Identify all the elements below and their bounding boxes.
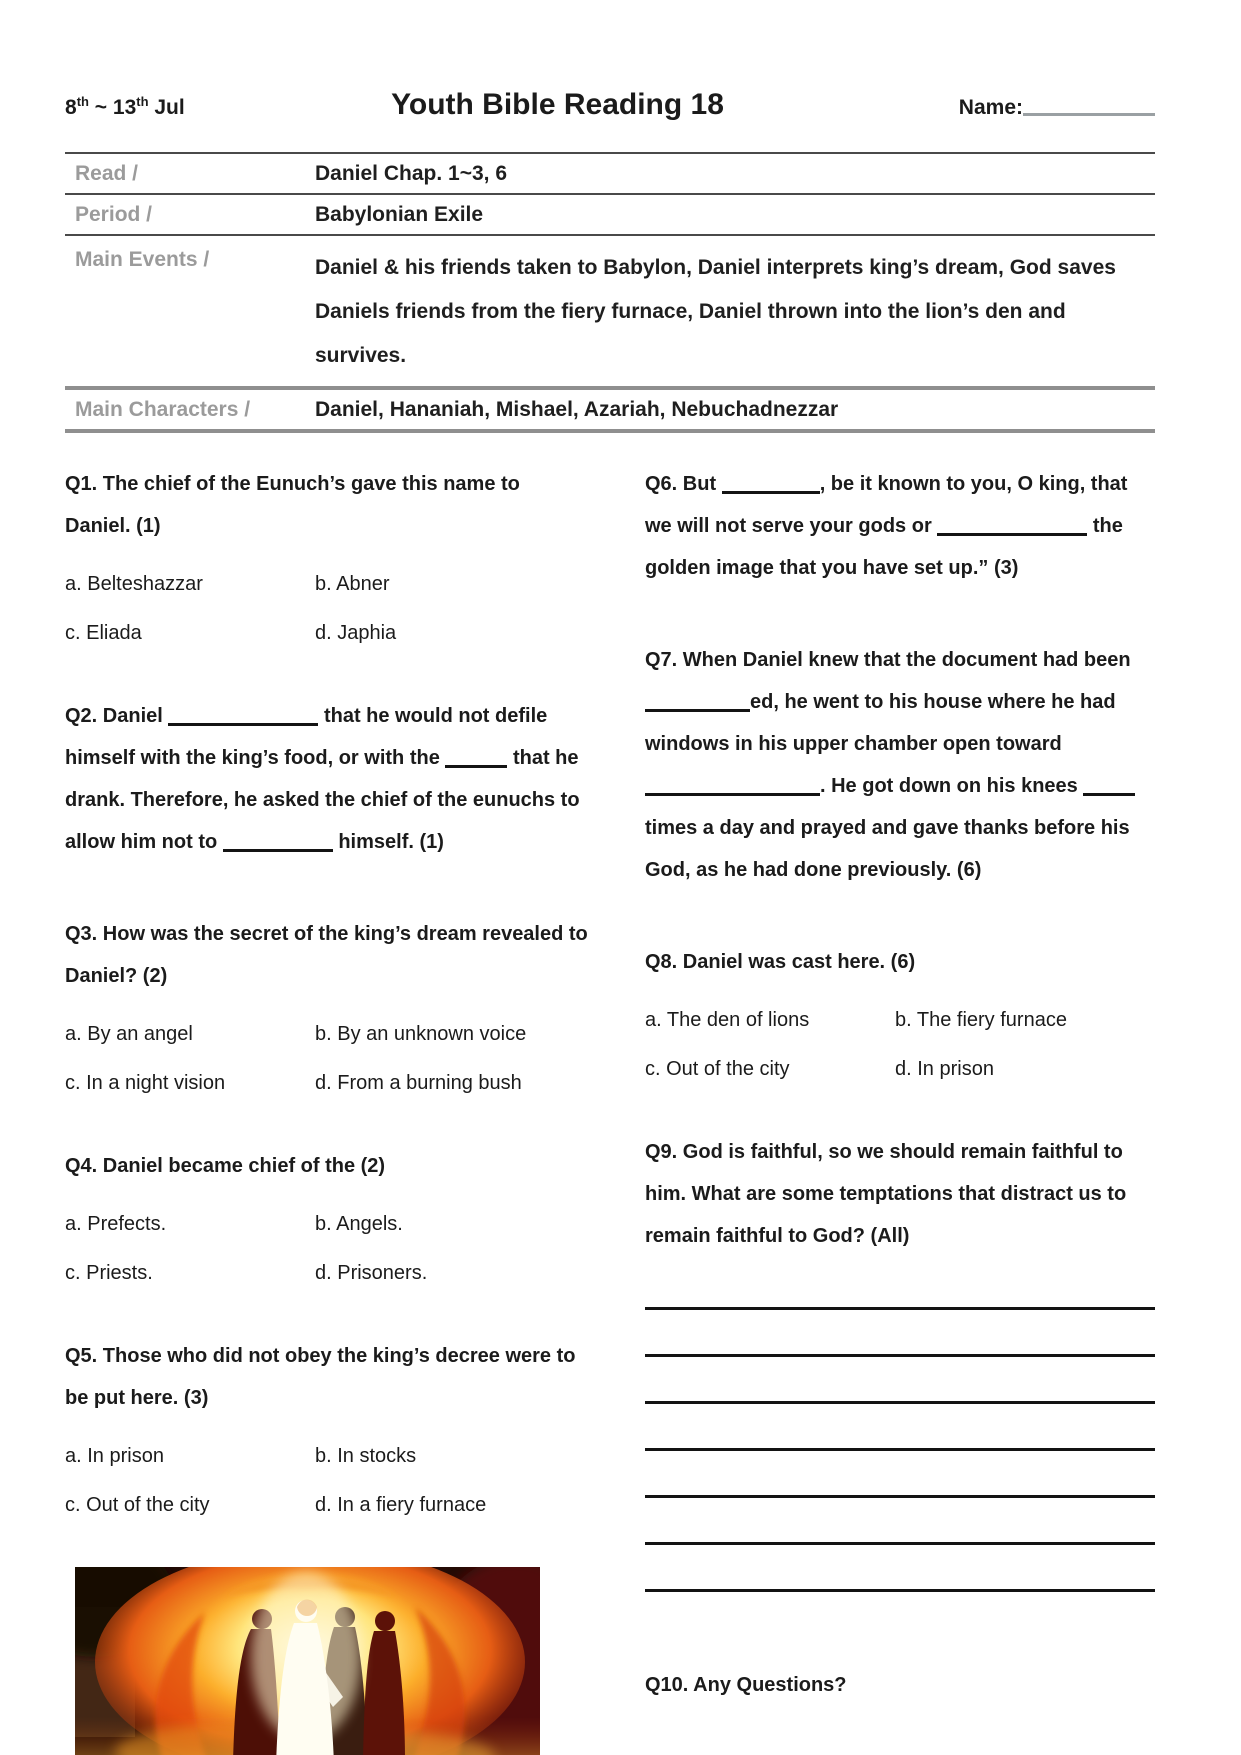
fill-in-blank	[168, 722, 318, 726]
name-field	[825, 96, 1155, 120]
question-1	[65, 463, 590, 645]
option-row	[65, 1212, 590, 1236]
question-7	[645, 639, 1155, 891]
page-title: Youth Bible Reading 18	[391, 88, 724, 121]
question-8	[645, 941, 1155, 1081]
info-value: Daniel & his friends taken to Babylon, Daniel interprets king’s dream, God saves Daniels friends from the fiery furnace, Daniel thrown into the lion’s den and survives.	[315, 256, 1116, 367]
option-b: b. The fiery furnace	[895, 1009, 1067, 1031]
question-text: Q8. Daniel was cast here. (6)	[645, 951, 916, 973]
option-b: b. Angels.	[315, 1213, 403, 1235]
header	[65, 88, 1155, 122]
option-c: c. Out of the city	[645, 1058, 790, 1080]
answer-line	[645, 1542, 1155, 1545]
option-row	[65, 1022, 590, 1046]
info-label: Period /	[75, 203, 153, 226]
fill-in-blank	[937, 532, 1087, 536]
question-9	[645, 1131, 1155, 1257]
info-value: Daniel, Hananiah, Mishael, Azariah, Nebuchadnezzar	[315, 398, 839, 421]
answer-line	[645, 1307, 1155, 1310]
question-text: Q10. Any Questions?	[645, 1674, 847, 1696]
info-row-read	[65, 154, 1155, 195]
question-text: Q7. When Daniel knew that the document had been ed, he went to his house where he had windows in his upper chamber open toward . He got down on his knees times a day and prayed and gave thanks before his God, as he had done previously. (6)	[645, 639, 1155, 891]
option-row	[645, 1008, 1155, 1032]
option-a: a. In prison	[65, 1445, 164, 1467]
fill-in-blank	[645, 708, 750, 712]
option-d: d. Japhia	[315, 622, 397, 644]
option-row	[65, 1071, 590, 1095]
right-column	[645, 463, 1155, 1755]
option-row	[645, 1057, 1155, 1081]
option-b: b. Abner	[315, 573, 390, 595]
fill-in-blank	[722, 490, 820, 494]
info-value: Daniel Chap. 1~3, 6	[315, 162, 507, 185]
answer-line	[645, 1495, 1155, 1498]
fill-in-blank	[445, 764, 507, 768]
option-b: b. In stocks	[315, 1445, 417, 1467]
option-row	[65, 1261, 590, 1285]
answer-lines	[645, 1307, 1155, 1592]
question-4	[65, 1145, 590, 1285]
question-text: Q1. The chief of the Eunuch’s gave this name to Daniel. (1)	[65, 473, 520, 537]
question-text: Q4. Daniel became chief of the (2)	[65, 1155, 386, 1177]
question-columns	[65, 463, 1155, 1755]
name-blank-line	[1023, 111, 1155, 116]
info-label: Read /	[75, 162, 139, 185]
answer-line	[645, 1354, 1155, 1357]
info-row-main-events	[65, 236, 1155, 390]
info-label: Main Events /	[75, 248, 210, 271]
option-b: b. By an unknown voice	[315, 1023, 527, 1045]
question-text: Q5. Those who did not obey the king’s decree were to be put here. (3)	[65, 1345, 576, 1409]
option-d: d. Prisoners.	[315, 1262, 428, 1284]
fiery-furnace-image	[75, 1567, 540, 1755]
option-d: d. In prison	[895, 1058, 994, 1080]
option-c: c. Eliada	[65, 622, 142, 644]
option-a: a. By an angel	[65, 1023, 193, 1045]
question-6	[645, 463, 1155, 589]
option-row	[65, 1444, 590, 1468]
info-value: Babylonian Exile	[315, 203, 484, 226]
option-a: a. Prefects.	[65, 1213, 167, 1235]
option-c: c. Out of the city	[65, 1494, 210, 1516]
question-2	[65, 695, 590, 863]
answer-line	[645, 1589, 1155, 1592]
option-a: a. Belteshazzar	[65, 573, 203, 595]
question-3	[65, 913, 590, 1095]
option-row	[65, 1493, 590, 1517]
question-text: Q3. How was the secret of the king’s dream revealed to Daniel? (2)	[65, 923, 588, 987]
question-5	[65, 1335, 590, 1517]
fill-in-blank	[1083, 792, 1135, 796]
option-d: d. In a fiery furnace	[315, 1494, 487, 1516]
question-text: Q6. But , be it known to you, O king, that we will not serve your gods or the golden image that you have set up.” (3)	[645, 473, 1128, 579]
option-c: c. Priests.	[65, 1262, 153, 1284]
fill-in-blank	[223, 848, 333, 852]
option-row	[65, 621, 590, 645]
option-d: d. From a burning bush	[315, 1072, 522, 1094]
info-label: Main Characters /	[75, 398, 251, 421]
info-row-period	[65, 195, 1155, 236]
date-range: 8th ~ 13th Jul	[65, 94, 185, 119]
answer-line	[645, 1448, 1155, 1451]
option-row	[65, 572, 590, 596]
option-a: a. The den of lions	[645, 1009, 810, 1031]
answer-line	[645, 1401, 1155, 1404]
info-row-main-characters	[65, 390, 1155, 433]
question-text: Q2. Daniel that he would not defile himself with the king’s food, or with the that he drank. Therefore, he asked the chief of the eunuchs to allow him not to himself. (1)	[65, 705, 580, 853]
question-10	[645, 1664, 1155, 1755]
question-text: Q9. God is faithful, so we should remain faithful to him. What are some temptations that distract us to remain faithful to God? (All)	[645, 1141, 1127, 1247]
column-gap	[590, 463, 645, 1755]
option-c: c. In a night vision	[65, 1072, 226, 1094]
fill-in-blank	[645, 792, 820, 796]
info-table	[65, 152, 1155, 433]
left-column	[65, 463, 590, 1755]
name-label: Name:	[958, 96, 1023, 119]
